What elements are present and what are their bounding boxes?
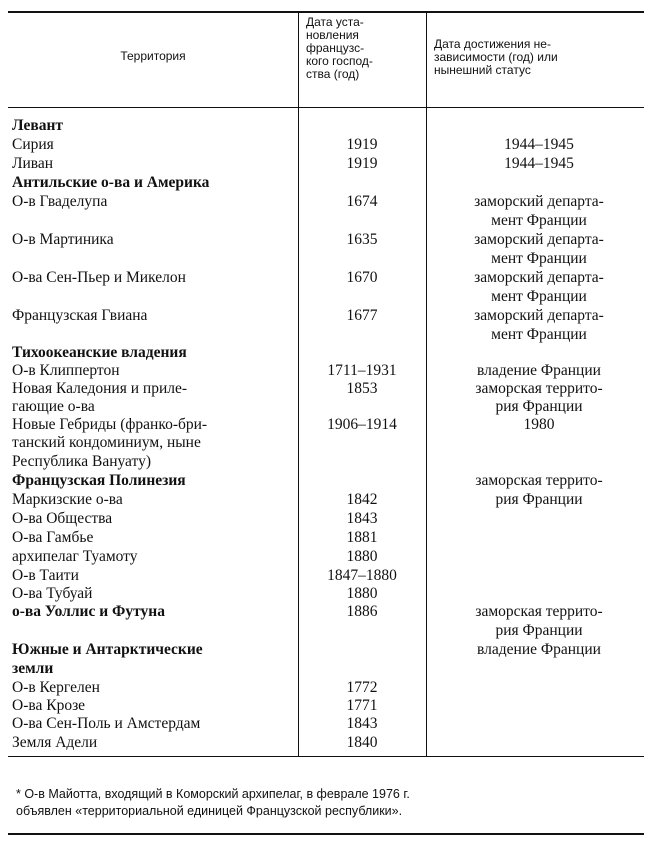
territory-cell: О-ва Гамбье <box>12 529 94 546</box>
table-row <box>0 679 650 697</box>
status-cell: мент Франции <box>491 250 587 267</box>
established-cell: 1674 <box>346 193 378 210</box>
table-row <box>0 193 650 211</box>
established-cell: 1711–1931 <box>327 362 397 379</box>
table-row <box>0 491 650 509</box>
established-cell: 1906–1914 <box>327 416 397 433</box>
territory-cell: танский кондоминиум, ныне <box>12 434 201 451</box>
header-bottom-rule <box>8 107 644 108</box>
table-row <box>0 660 650 678</box>
table-row <box>0 174 650 192</box>
status-cell: рия Франции <box>495 398 583 415</box>
territory-cell: О-в Кергелен <box>12 679 100 696</box>
status-cell: владение Франции <box>477 641 601 658</box>
table-row <box>0 548 650 566</box>
table-row <box>0 250 650 268</box>
table-row <box>0 697 650 715</box>
territory-cell: Маркизские о-ва <box>12 491 123 508</box>
territory-cell: О-ва Сен-Пьер и Микелон <box>12 269 186 286</box>
established-cell: 1919 <box>346 136 378 153</box>
table-row <box>0 603 650 621</box>
territory-cell: о-ва Уоллис и Футуна <box>12 603 165 620</box>
established-cell: 1670 <box>346 269 378 286</box>
table-row <box>0 472 650 490</box>
header-territory: Территория <box>120 49 186 63</box>
territory-cell: О-ва Сен-Поль и Амстердам <box>12 715 201 732</box>
territory-cell: О-ва Тубуай <box>12 585 93 602</box>
established-cell: 1880 <box>346 585 378 602</box>
established-cell: 1881 <box>346 529 378 546</box>
established-cell: 1635 <box>346 231 378 248</box>
table-bottom-rule <box>8 756 644 757</box>
established-cell: 1880 <box>346 548 378 565</box>
established-cell: 1919 <box>346 155 378 172</box>
page-bottom-rule <box>8 833 644 835</box>
territory-cell: Антильские о-ва и Америка <box>12 174 210 191</box>
status-cell: заморский департа- <box>474 193 604 210</box>
territory-cell: Новая Каледония и прилe- <box>12 380 188 397</box>
established-cell: 1886 <box>346 603 378 620</box>
status-cell: мент Франции <box>491 212 587 229</box>
table-row <box>0 117 650 135</box>
status-cell: заморский департа- <box>474 307 604 324</box>
territory-cell: Земля Адели <box>12 734 98 751</box>
territory-cell: архипелаг Туамоту <box>12 548 138 565</box>
territory-cell: О-в Таити <box>12 567 79 584</box>
table-row <box>0 269 650 287</box>
territory-cell: Французская Гвиана <box>12 307 148 324</box>
established-cell: 1843 <box>346 715 378 732</box>
table-row <box>0 344 650 362</box>
established-cell: 1847–1880 <box>327 567 397 584</box>
table-row <box>0 585 650 603</box>
status-cell: мент Франции <box>491 288 587 305</box>
footnote-line: объявлен «территориальной единицей Французской республики». <box>16 804 403 818</box>
territory-cell: Сирия <box>12 136 54 153</box>
table-row <box>0 380 650 398</box>
territory-cell: Французская Полинезия <box>12 472 186 489</box>
table-row <box>0 434 650 452</box>
established-cell: 1840 <box>346 734 378 751</box>
table-row <box>0 453 650 471</box>
header-date-established-line: новления <box>306 28 359 42</box>
header-date-established-line: Дата уста- <box>306 15 364 29</box>
status-cell: рия Франции <box>495 491 583 508</box>
established-cell: 1677 <box>346 307 378 324</box>
established-cell: 1771 <box>346 697 378 714</box>
territory-cell: О-в Гваделупа <box>12 193 108 210</box>
table-row <box>0 416 650 434</box>
territory-cell: Южные и Антарктические <box>12 641 203 658</box>
territory-cell: О-в Мартиника <box>12 231 114 248</box>
status-cell: 1944–1945 <box>504 155 574 172</box>
territory-cell: земли <box>12 660 54 677</box>
status-cell: заморская террито- <box>475 380 603 397</box>
table-row <box>0 288 650 306</box>
table-row <box>0 398 650 416</box>
table-row <box>0 136 650 154</box>
established-cell: 1843 <box>346 510 378 527</box>
territory-cell: Ливан <box>12 155 54 172</box>
table-row <box>0 567 650 585</box>
table-row <box>0 510 650 528</box>
status-cell: заморский департа- <box>474 269 604 286</box>
header-date-established-line: ства (год) <box>306 67 360 81</box>
header-independence-status <box>434 38 644 77</box>
header-independence-line: Дата достижения не- <box>434 37 551 51</box>
table-row <box>0 231 650 249</box>
status-cell: заморская террито- <box>475 472 603 489</box>
territory-cell: Республика Вануату) <box>12 453 152 470</box>
established-cell: 1842 <box>346 491 378 508</box>
table-row <box>0 212 650 230</box>
header-date-established-line: кого господ- <box>306 54 373 68</box>
top-rule <box>8 11 644 13</box>
table-row <box>0 362 650 380</box>
header-date-established <box>306 16 424 81</box>
territory-cell: гающие о-ва <box>12 398 95 415</box>
status-cell: заморская террито- <box>475 603 603 620</box>
territory-cell: Новые Гебриды (франко-бри- <box>12 416 208 433</box>
footnote-line: * О-в Майотта, входящий в Коморский архипелаг, в феврале 1976 г. <box>16 787 410 801</box>
status-cell: заморский департа- <box>474 231 604 248</box>
status-cell: владение Франции <box>477 362 601 379</box>
header-independence-line: нынешний статус <box>434 63 531 77</box>
table-row <box>0 715 650 733</box>
table-row <box>0 307 650 325</box>
territory-cell: О-в Клиппертон <box>12 362 120 379</box>
table-row <box>0 734 650 752</box>
established-cell: 1853 <box>346 380 378 397</box>
territory-cell: О-ва Крозе <box>12 697 86 714</box>
table-row <box>0 622 650 640</box>
territory-cell: Левант <box>12 117 63 134</box>
status-cell: 1944–1945 <box>504 136 574 153</box>
status-cell: 1980 <box>523 416 555 433</box>
header-independence-line: зависимости (год) или <box>434 50 558 64</box>
header-date-established-line: французс- <box>306 41 365 55</box>
table-row <box>0 155 650 173</box>
status-cell: мент Франции <box>491 326 587 343</box>
footnote <box>16 786 642 820</box>
table-row <box>0 326 650 344</box>
table-row <box>0 529 650 547</box>
territory-cell: О-ва Общества <box>12 510 113 527</box>
established-cell: 1772 <box>346 679 378 696</box>
territory-cell: Тихоокеанские владения <box>12 344 187 361</box>
status-cell: рия Франции <box>495 622 583 639</box>
table-row <box>0 641 650 659</box>
